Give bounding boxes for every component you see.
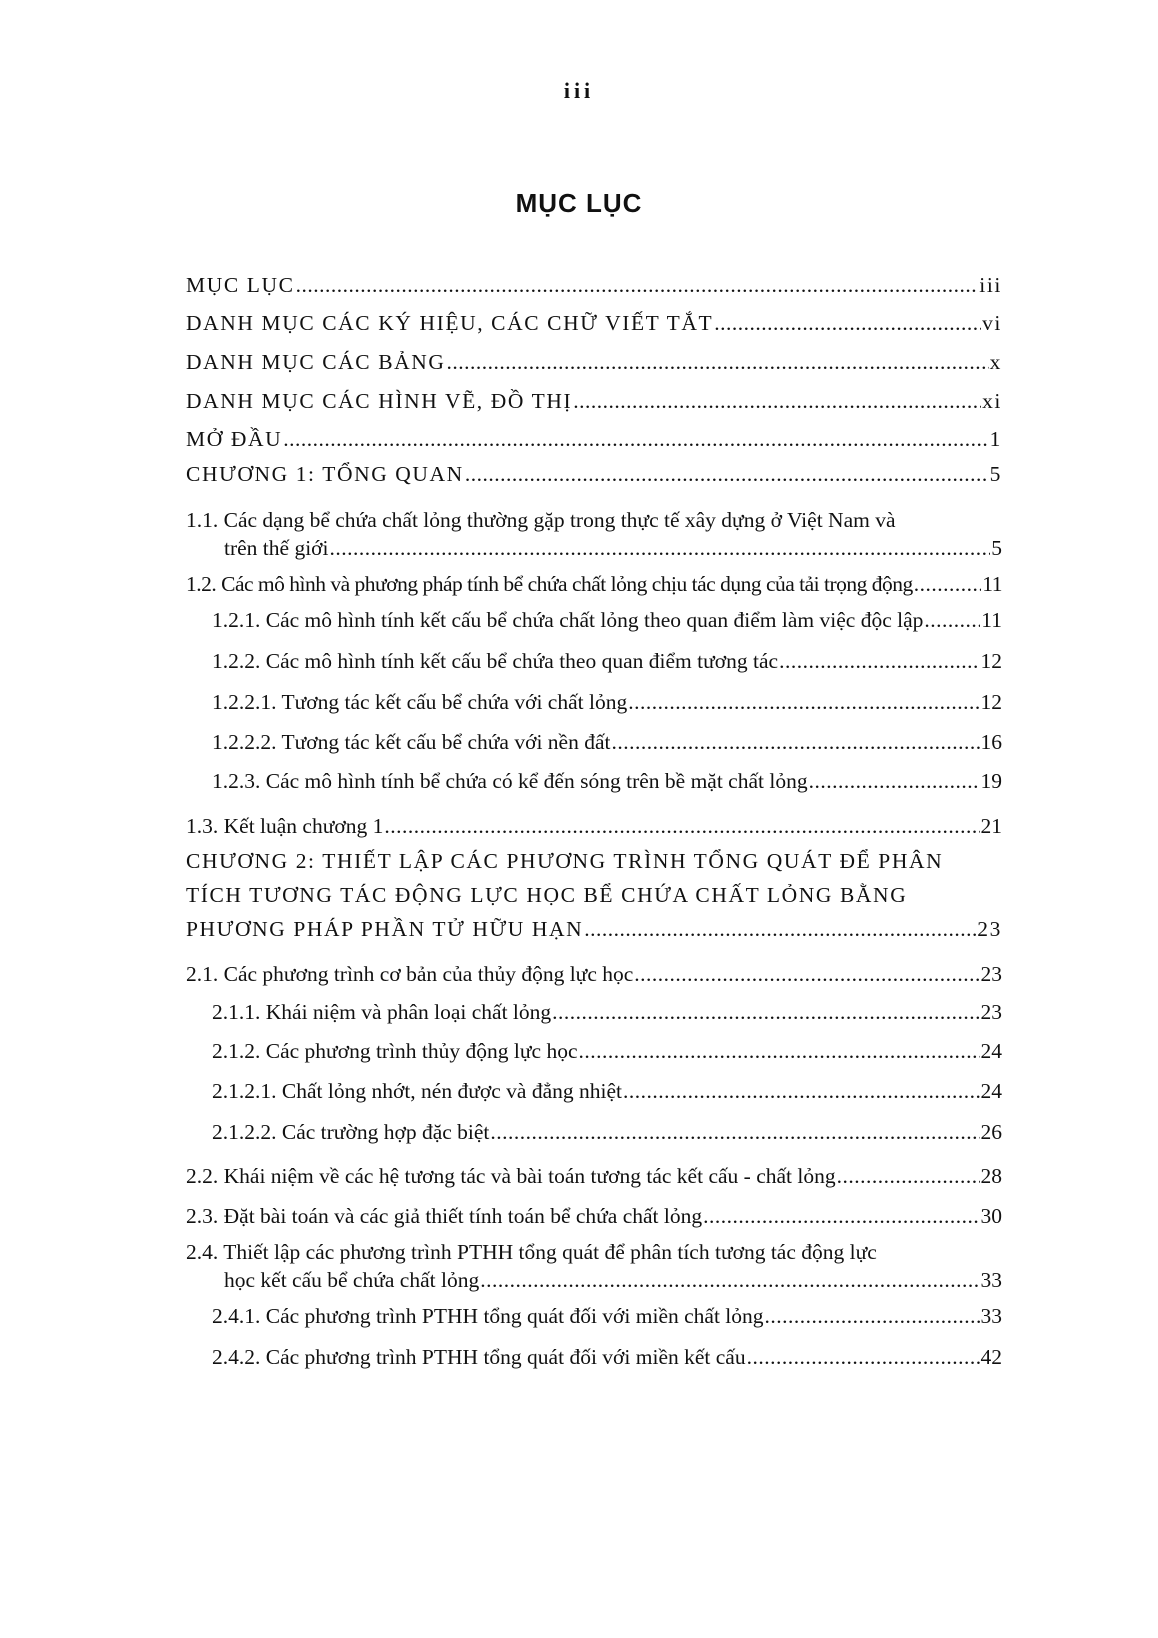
- toc-entry-text: DANH MỤC CÁC HÌNH VẼ, ĐỒ THỊ: [186, 389, 573, 413]
- toc-leader: [480, 1267, 979, 1293]
- toc-entry: [212, 607, 1002, 633]
- toc-leader: [924, 607, 980, 633]
- toc-entry: [212, 999, 1002, 1025]
- toc-leader: [296, 272, 979, 298]
- toc-entry: [186, 571, 1002, 597]
- toc-entry-page: 19: [980, 769, 1002, 793]
- toc-leader: [584, 916, 976, 942]
- toc-entry-page: 33: [980, 1304, 1002, 1328]
- toc-leader: [283, 426, 988, 452]
- toc-leader: [447, 349, 989, 375]
- toc-entry-page: vi: [982, 311, 1002, 335]
- toc-entry-text: 1.3. Kết luận chương 1: [186, 814, 384, 838]
- toc-leader: [809, 768, 980, 794]
- toc-entry-text: 2.4.1. Các phương trình PTHH tổng quát đối với miền chất lỏng: [212, 1304, 764, 1328]
- toc-entry-page: xi: [982, 389, 1002, 413]
- toc-entry-text: 2.1.2.2. Các trường hợp đặc biệt: [212, 1120, 490, 1144]
- toc-entry-page: 5: [991, 536, 1002, 560]
- toc-entry: [212, 689, 1002, 715]
- toc-leader: [465, 461, 989, 487]
- toc-entry-text: 2.2. Khái niệm về các hệ tương tác và bài toán tương tác kết cấu - chất lỏng: [186, 1164, 836, 1188]
- toc-leader: [914, 571, 982, 597]
- toc-leader: [552, 999, 979, 1025]
- toc-entry: [186, 813, 1002, 839]
- toc-entry-page: 23: [980, 1000, 1002, 1024]
- toc-entry-page: 12: [980, 690, 1002, 714]
- toc-leader: [779, 648, 979, 674]
- toc-entry: [212, 648, 1002, 674]
- toc-entry-text: 2.1.2. Các phương trình thủy động lực học: [212, 1039, 578, 1063]
- toc-entry: [212, 1038, 1002, 1064]
- toc-leader: [612, 729, 980, 755]
- toc-entry-page: 26: [980, 1120, 1002, 1144]
- toc-entry-text: 1.2.2.1. Tương tác kết cấu bể chứa với chất lỏng: [212, 690, 628, 714]
- toc-entry: [186, 310, 1002, 336]
- toc-entry: [212, 1344, 1002, 1370]
- toc-entry-text: 1.2.3. Các mô hình tính bể chứa có kể đến sóng trên bề mặt chất lỏng: [212, 769, 808, 793]
- toc-entry-page: 24: [980, 1079, 1002, 1103]
- toc-entry-page: 11: [982, 572, 1002, 596]
- toc-entry-page: 21: [980, 814, 1002, 838]
- toc-entry: [212, 1119, 1002, 1145]
- toc-entry-text: MỤC LỤC: [186, 273, 295, 297]
- toc-entry-text: 2.1. Các phương trình cơ bản của thủy động lực học: [186, 962, 634, 986]
- toc-leader: [384, 813, 979, 839]
- toc-entry-page: 42: [980, 1345, 1002, 1369]
- toc-entry-page: 1: [989, 427, 1002, 451]
- toc-entry-text: CHƯƠNG 1: TỔNG QUAN: [186, 462, 464, 486]
- toc-entry-page: 23: [980, 962, 1002, 986]
- toc-leader: [714, 310, 981, 336]
- toc-entry: [212, 729, 1002, 755]
- toc-entry: [186, 461, 1002, 487]
- toc-entry-text: trên thế giới: [224, 536, 329, 560]
- toc-entry-text: 2.1.2.1. Chất lỏng nhớt, nén được và đẳng nhiệt: [212, 1079, 622, 1103]
- toc-entry-page: 23: [977, 917, 1002, 941]
- toc-entry-text: 1.2.2.2. Tương tác kết cấu bể chứa với nền đất: [212, 730, 611, 754]
- toc-entry-page: 12: [980, 649, 1002, 673]
- toc-entry-page: x: [989, 350, 1002, 374]
- toc-entry-page: 11: [981, 608, 1002, 632]
- toc-entry-text: 2.1.1. Khái niệm và phân loại chất lỏng: [212, 1000, 552, 1024]
- toc-leader: [623, 1078, 980, 1104]
- toc-entry: [212, 1078, 1002, 1104]
- toc-entry: [212, 1303, 1002, 1329]
- toc-entry-text: DANH MỤC CÁC KÝ HIỆU, CÁC CHỮ VIẾT TẮT: [186, 311, 714, 335]
- page-number: iii: [563, 78, 595, 103]
- page-title: MỤC LỤC: [515, 188, 643, 218]
- toc-leader: [628, 689, 979, 715]
- toc-leader: [747, 1344, 980, 1370]
- toc-entry: [186, 349, 1002, 375]
- toc-entry: [186, 1163, 1002, 1189]
- toc-leader: [330, 535, 991, 561]
- toc-entry: [186, 1203, 1002, 1229]
- toc-entry-page: 30: [980, 1204, 1002, 1228]
- toc-entry-text: TÍCH TƯƠNG TÁC ĐỘNG LỰC HỌC BỂ CHỨA CHẤT LỎNG BẰNG: [186, 883, 908, 907]
- toc-entry-text: 2.4.2. Các phương trình PTHH tổng quát đối với miền kết cấu: [212, 1345, 746, 1369]
- toc-entry: [224, 1267, 1002, 1293]
- toc-entry-page: 5: [989, 462, 1002, 486]
- toc-entry-text: 1.2. Các mô hình và phương pháp tính bể chứa chất lỏng chịu tác dụng của tải trọng động: [186, 572, 913, 596]
- toc-entry-page: 24: [980, 1039, 1002, 1063]
- toc-entry-text: MỞ ĐẦU: [186, 427, 283, 451]
- toc-entry-text: 2.3. Đặt bài toán và các giả thiết tính toán bể chứa chất lỏng: [186, 1204, 703, 1228]
- toc-entry-text: CHƯƠNG 2: THIẾT LẬP CÁC PHƯƠNG TRÌNH TỔNG QUÁT ĐỂ PHÂN: [186, 849, 944, 873]
- toc-entry-page: iii: [979, 273, 1002, 297]
- toc-entry-page: 33: [980, 1268, 1002, 1292]
- toc-entry-text: 1.2.2. Các mô hình tính kết cấu bể chứa theo quan điểm tương tác: [212, 649, 779, 673]
- toc-entry: [186, 426, 1002, 452]
- toc-entry: [186, 961, 1002, 987]
- toc-leader: [490, 1119, 979, 1145]
- toc-leader: [573, 388, 981, 414]
- toc-entry-text: học kết cấu bể chứa chất lỏng: [224, 1268, 480, 1292]
- toc-leader: [634, 961, 979, 987]
- toc-entry: [186, 272, 1002, 298]
- toc-entry-text: DANH MỤC CÁC BẢNG: [186, 350, 446, 374]
- toc-entry-page: 28: [980, 1164, 1002, 1188]
- toc-entry: [186, 388, 1002, 414]
- toc-leader: [765, 1303, 980, 1329]
- toc-entry-text: 1.2.1. Các mô hình tính kết cấu bể chứa chất lỏng theo quan điểm làm việc độc lập: [212, 608, 924, 632]
- toc-entry: [212, 768, 1002, 794]
- toc-leader: [579, 1038, 980, 1064]
- toc-entry: [186, 916, 1002, 942]
- toc-entry-page: 16: [980, 730, 1002, 754]
- toc-leader: [703, 1203, 979, 1229]
- toc-leader: [837, 1163, 980, 1189]
- toc-entry-text: 2.4. Thiết lập các phương trình PTHH tổng quát để phân tích tương tác động lực: [186, 1240, 877, 1264]
- toc-entry-text: 1.1. Các dạng bể chứa chất lỏng thường gặp trong thực tế xây dựng ở Việt Nam và: [186, 508, 896, 532]
- toc-entry: [224, 535, 1002, 561]
- toc-entry-text: PHƯƠNG PHÁP PHẦN TỬ HỮU HẠN: [186, 917, 584, 941]
